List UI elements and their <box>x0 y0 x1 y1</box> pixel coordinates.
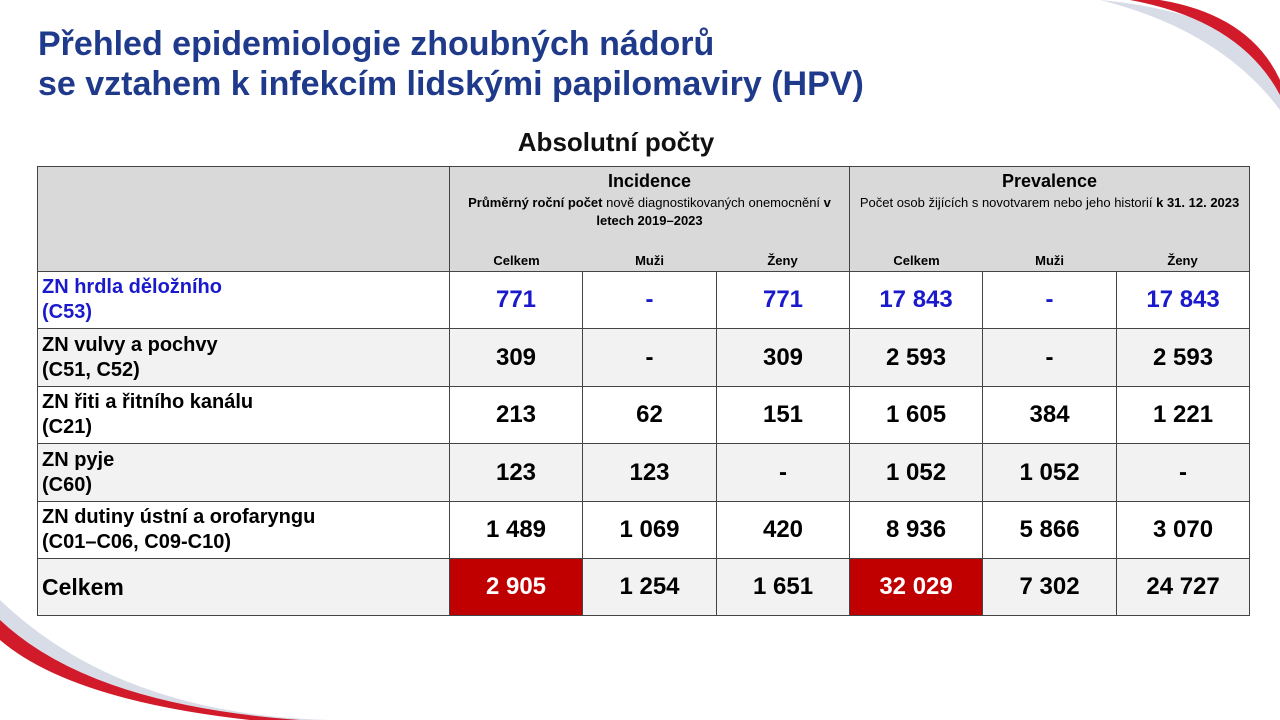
value-cell: - <box>983 272 1117 329</box>
corner-decoration-top <box>1060 0 1280 110</box>
header-blank-cell <box>38 167 450 272</box>
prevalence-description: Počet osob žijících s novotvarem nebo jeho historií k 31. 12. 2023 <box>859 195 1240 210</box>
value-cell: 3 070 <box>1117 502 1250 559</box>
incidence-col-men: Muži <box>635 253 664 268</box>
table-row-penis <box>38 444 1250 502</box>
value-cell: 17 843 <box>850 272 983 329</box>
value-cell: 1 605 <box>850 387 983 444</box>
incidence-description: Průměrný roční počet nově diagnostikovaných onemocnění v letech 2019–2023 <box>468 195 831 228</box>
row-label: ZN pyje (C60) <box>38 444 450 502</box>
value-cell: 2 593 <box>1117 329 1250 387</box>
table-row-anus <box>38 387 1250 444</box>
value-cell: 62 <box>583 387 717 444</box>
value-cell: 123 <box>450 444 583 502</box>
page-title <box>38 24 864 104</box>
value-cell: 420 <box>717 502 850 559</box>
value-cell: 123 <box>583 444 717 502</box>
prevalence-header <box>850 167 1250 272</box>
corner-decoration-bottom <box>0 600 330 720</box>
incidence-col-total: Celkem <box>493 253 540 268</box>
value-cell: 7 302 <box>983 559 1117 616</box>
prevalence-title: Prevalence <box>1002 171 1098 191</box>
value-cell: 1 052 <box>983 444 1117 502</box>
value-cell: 309 <box>717 329 850 387</box>
row-label: ZN vulvy a pochvy (C51, C52) <box>38 329 450 387</box>
incidence-title: Incidence <box>608 171 692 191</box>
table-row-cervix <box>38 272 1250 329</box>
table-row-oral <box>38 502 1250 559</box>
value-cell: - <box>983 329 1117 387</box>
value-cell: - <box>1117 444 1250 502</box>
value-cell: 1 489 <box>450 502 583 559</box>
table-row-vulva <box>38 329 1250 387</box>
table-subtitle: Absolutní počty <box>517 127 715 157</box>
value-cell: - <box>717 444 850 502</box>
value-cell: 1 052 <box>850 444 983 502</box>
value-cell: 151 <box>717 387 850 444</box>
prevalence-col-women: Ženy <box>1167 253 1198 268</box>
table-row-total <box>38 559 1250 616</box>
value-cell: - <box>583 329 717 387</box>
prevalence-col-men: Muži <box>1035 253 1064 268</box>
prevalence-col-total: Celkem <box>893 253 940 268</box>
value-cell: 5 866 <box>983 502 1117 559</box>
incidence-header <box>450 167 850 272</box>
value-cell: 213 <box>450 387 583 444</box>
value-cell: 1 069 <box>583 502 717 559</box>
value-cell: 771 <box>717 272 850 329</box>
row-label: ZN dutiny ústní a orofaryngu (C01–C06, C09-C10) <box>38 502 450 559</box>
total-prevalence-cell: 32 029 <box>850 559 983 616</box>
value-cell: 1 651 <box>717 559 850 616</box>
total-label: Celkem <box>38 559 450 616</box>
title-line-2: se vztahem k infekcím lidskými papilomaviry (HPV) <box>38 65 864 103</box>
value-cell: 24 727 <box>1117 559 1250 616</box>
title-line-1: Přehled epidemiologie zhoubných nádorů <box>38 25 715 63</box>
value-cell: 309 <box>450 329 583 387</box>
value-cell: - <box>583 272 717 329</box>
value-cell: 1 254 <box>583 559 717 616</box>
total-incidence-cell: 2 905 <box>450 559 583 616</box>
value-cell: 771 <box>450 272 583 329</box>
incidence-col-women: Ženy <box>767 253 798 268</box>
value-cell: 17 843 <box>1117 272 1250 329</box>
epidemiology-table <box>37 166 1250 616</box>
row-label: ZN hrdla děložního (C53) <box>38 272 450 329</box>
value-cell: 8 936 <box>850 502 983 559</box>
value-cell: 1 221 <box>1117 387 1250 444</box>
value-cell: 384 <box>983 387 1117 444</box>
value-cell: 2 593 <box>850 329 983 387</box>
row-label: ZN řiti a řitního kanálu (C21) <box>38 387 450 444</box>
